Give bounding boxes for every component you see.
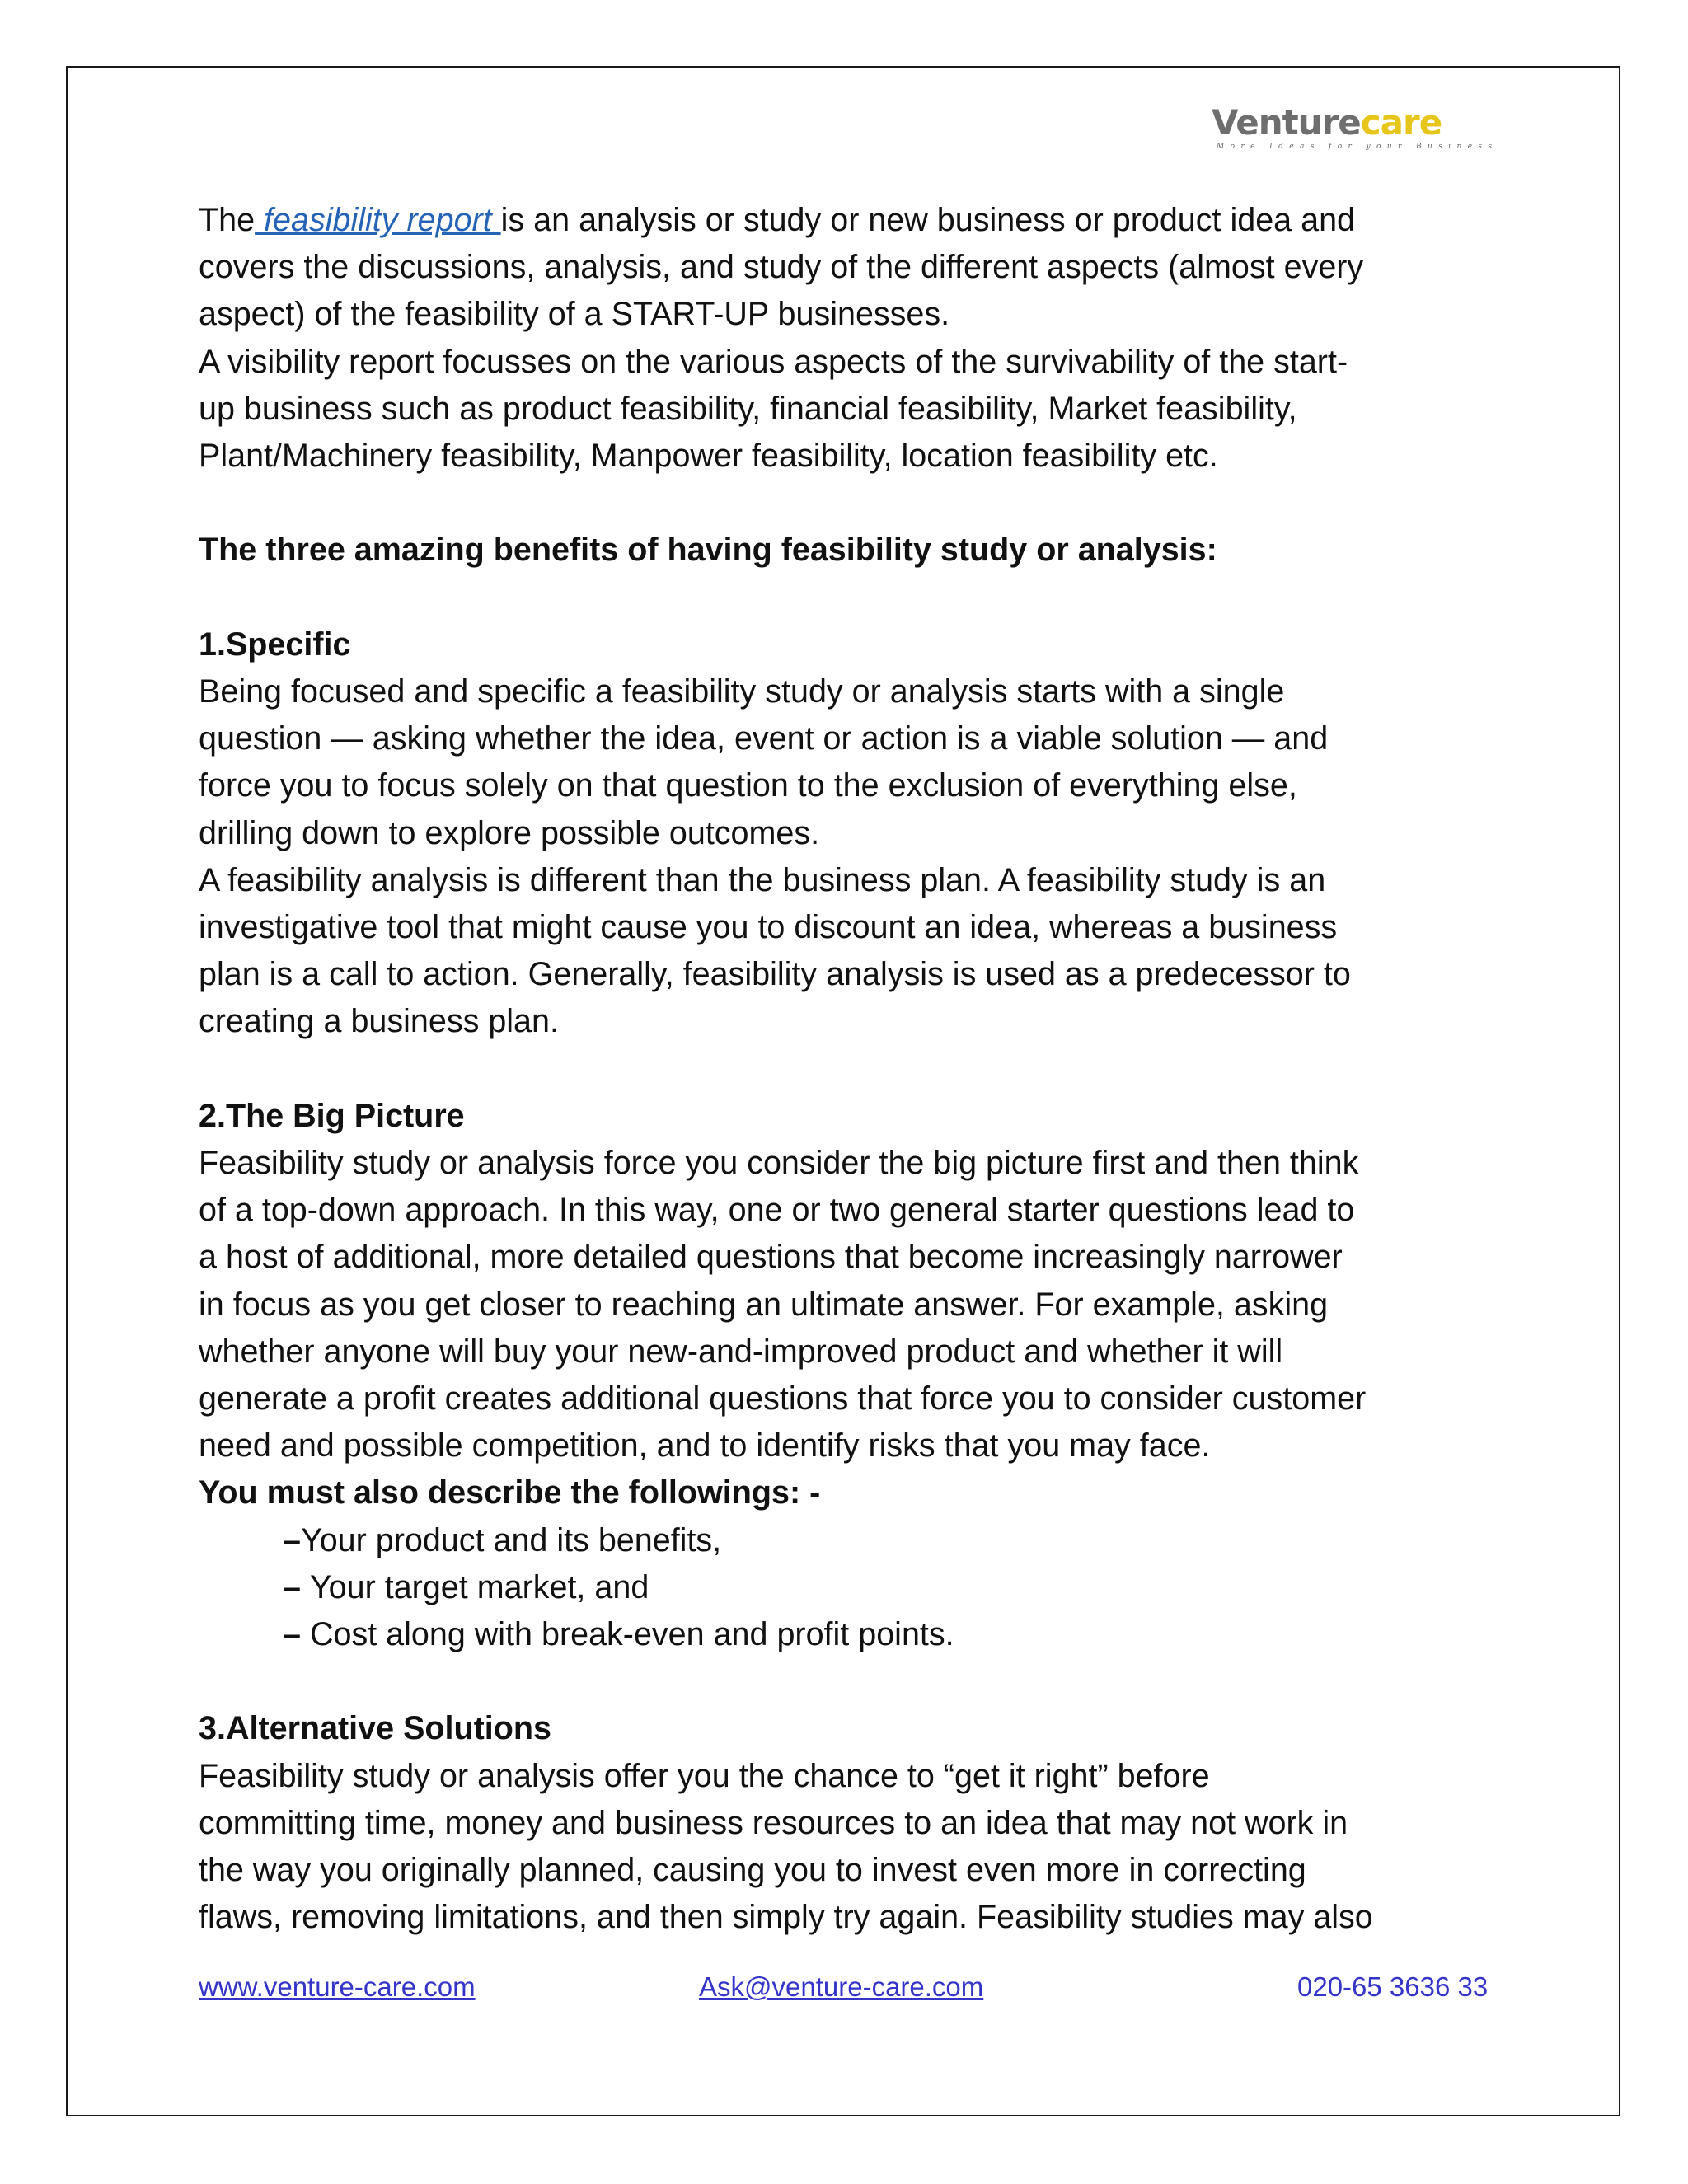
- section-1-line: investigative tool that might cause you to discount an idea, whereas a business: [199, 909, 1338, 946]
- intro-line-6: Plant/Machinery feasibility, Manpower feasibility, location feasibility etc.: [199, 438, 1218, 475]
- spacer: [199, 574, 1517, 621]
- section-3-heading: 3.Alternative Solutions: [199, 1710, 552, 1747]
- dash-marker: –: [283, 1568, 310, 1605]
- bullet-item: – Cost along with break-even and profit points.: [283, 1616, 954, 1653]
- section-3-line: Feasibility study or analysis offer you the chance to “get it right” before: [199, 1757, 1210, 1794]
- spacer: [199, 1046, 1517, 1093]
- logo-wordmark: [1212, 102, 1442, 143]
- section-2-line: need and possible competition, and to identify risks that you may face.: [199, 1427, 1211, 1465]
- intro-line-3: aspect) of the feasibility of a START-UP businesses.: [199, 296, 950, 333]
- bullet-item: –Your product and its benefits,: [283, 1521, 722, 1558]
- section-1-line: force you to focus solely on that question to the exclusion of everything else,: [199, 767, 1297, 804]
- benefits-heading: The three amazing benefits of having feasibility study or analysis:: [199, 532, 1217, 569]
- feasibility-report-link[interactable]: feasibility report: [255, 202, 501, 238]
- section-2-line: a host of additional, more detailed questions that become increasingly narrower: [199, 1239, 1343, 1276]
- document-body: [199, 197, 1517, 1941]
- section-2-line: whether anyone will buy your new-and-improved product and whether it will: [199, 1333, 1283, 1370]
- section-1-line: creating a business plan.: [199, 1003, 559, 1040]
- describe-heading: You must also describe the followings: -: [199, 1474, 821, 1511]
- logo-venture-text: Venture: [1212, 102, 1361, 143]
- section-3-line: flaws, removing limitations, and then simply try again. Feasibility studies may also: [199, 1899, 1373, 1936]
- section-1-line: A feasibility analysis is different than the business plan. A feasibility study is an: [199, 861, 1326, 898]
- section-2-heading: 2.The Big Picture: [199, 1097, 465, 1134]
- section-2-line: generate a profit creates additional questions that force you to consider customer: [199, 1380, 1367, 1418]
- bullet-item: – Your target market, and: [283, 1568, 649, 1605]
- footer-email-link[interactable]: Ask@venture-care.com: [699, 1971, 984, 2002]
- logo-tagline: More Ideas for your Business: [1217, 143, 1498, 151]
- section-2-line: in focus as you get closer to reaching an ultimate answer. For example, asking: [199, 1286, 1329, 1323]
- section-1-line: plan is a call to action. Generally, feasibility analysis is used as a predecessor to: [199, 956, 1351, 993]
- spacer: [199, 1658, 1517, 1705]
- section-1-line: question — asking whether the idea, event or action is a viable solution — and: [199, 720, 1329, 757]
- section-1-heading: 1.Specific: [199, 626, 351, 663]
- dash-marker: –: [283, 1521, 301, 1558]
- section-2-line: of a top-down approach. In this way, one or two general starter questions lead to: [199, 1192, 1355, 1229]
- footer-website-link[interactable]: www.venture-care.com: [199, 1971, 476, 2002]
- spacer: [199, 480, 1517, 527]
- section-3-line: the way you originally planned, causing you to invest even more in correcting: [199, 1852, 1306, 1889]
- intro-line-1: The feasibility report is an analysis or study or new business or product idea and: [199, 202, 1356, 238]
- intro-line-5: up business such as product feasibility, financial feasibility, Market feasibility,: [199, 390, 1297, 427]
- intro-line-4: A visibility report focusses on the various aspects of the survivability of the start-: [199, 343, 1348, 380]
- intro-line-2: covers the discussions, analysis, and study of the different aspects (almost every: [199, 249, 1364, 286]
- dash-marker: –: [283, 1616, 310, 1653]
- logo-care-text: care: [1360, 102, 1442, 143]
- section-2-line: Feasibility study or analysis force you consider the big picture first and then think: [199, 1145, 1359, 1182]
- footer-phone: 020-65 3636 33: [1297, 1971, 1489, 2002]
- section-1-line: drilling down to explore possible outcomes.: [199, 814, 820, 851]
- section-3-line: committing time, money and business resources to an idea that may not work in: [199, 1804, 1348, 1841]
- section-1-line: Being focused and specific a feasibility study or analysis starts with a single: [199, 673, 1285, 710]
- venturecare-logo: [1212, 102, 1498, 155]
